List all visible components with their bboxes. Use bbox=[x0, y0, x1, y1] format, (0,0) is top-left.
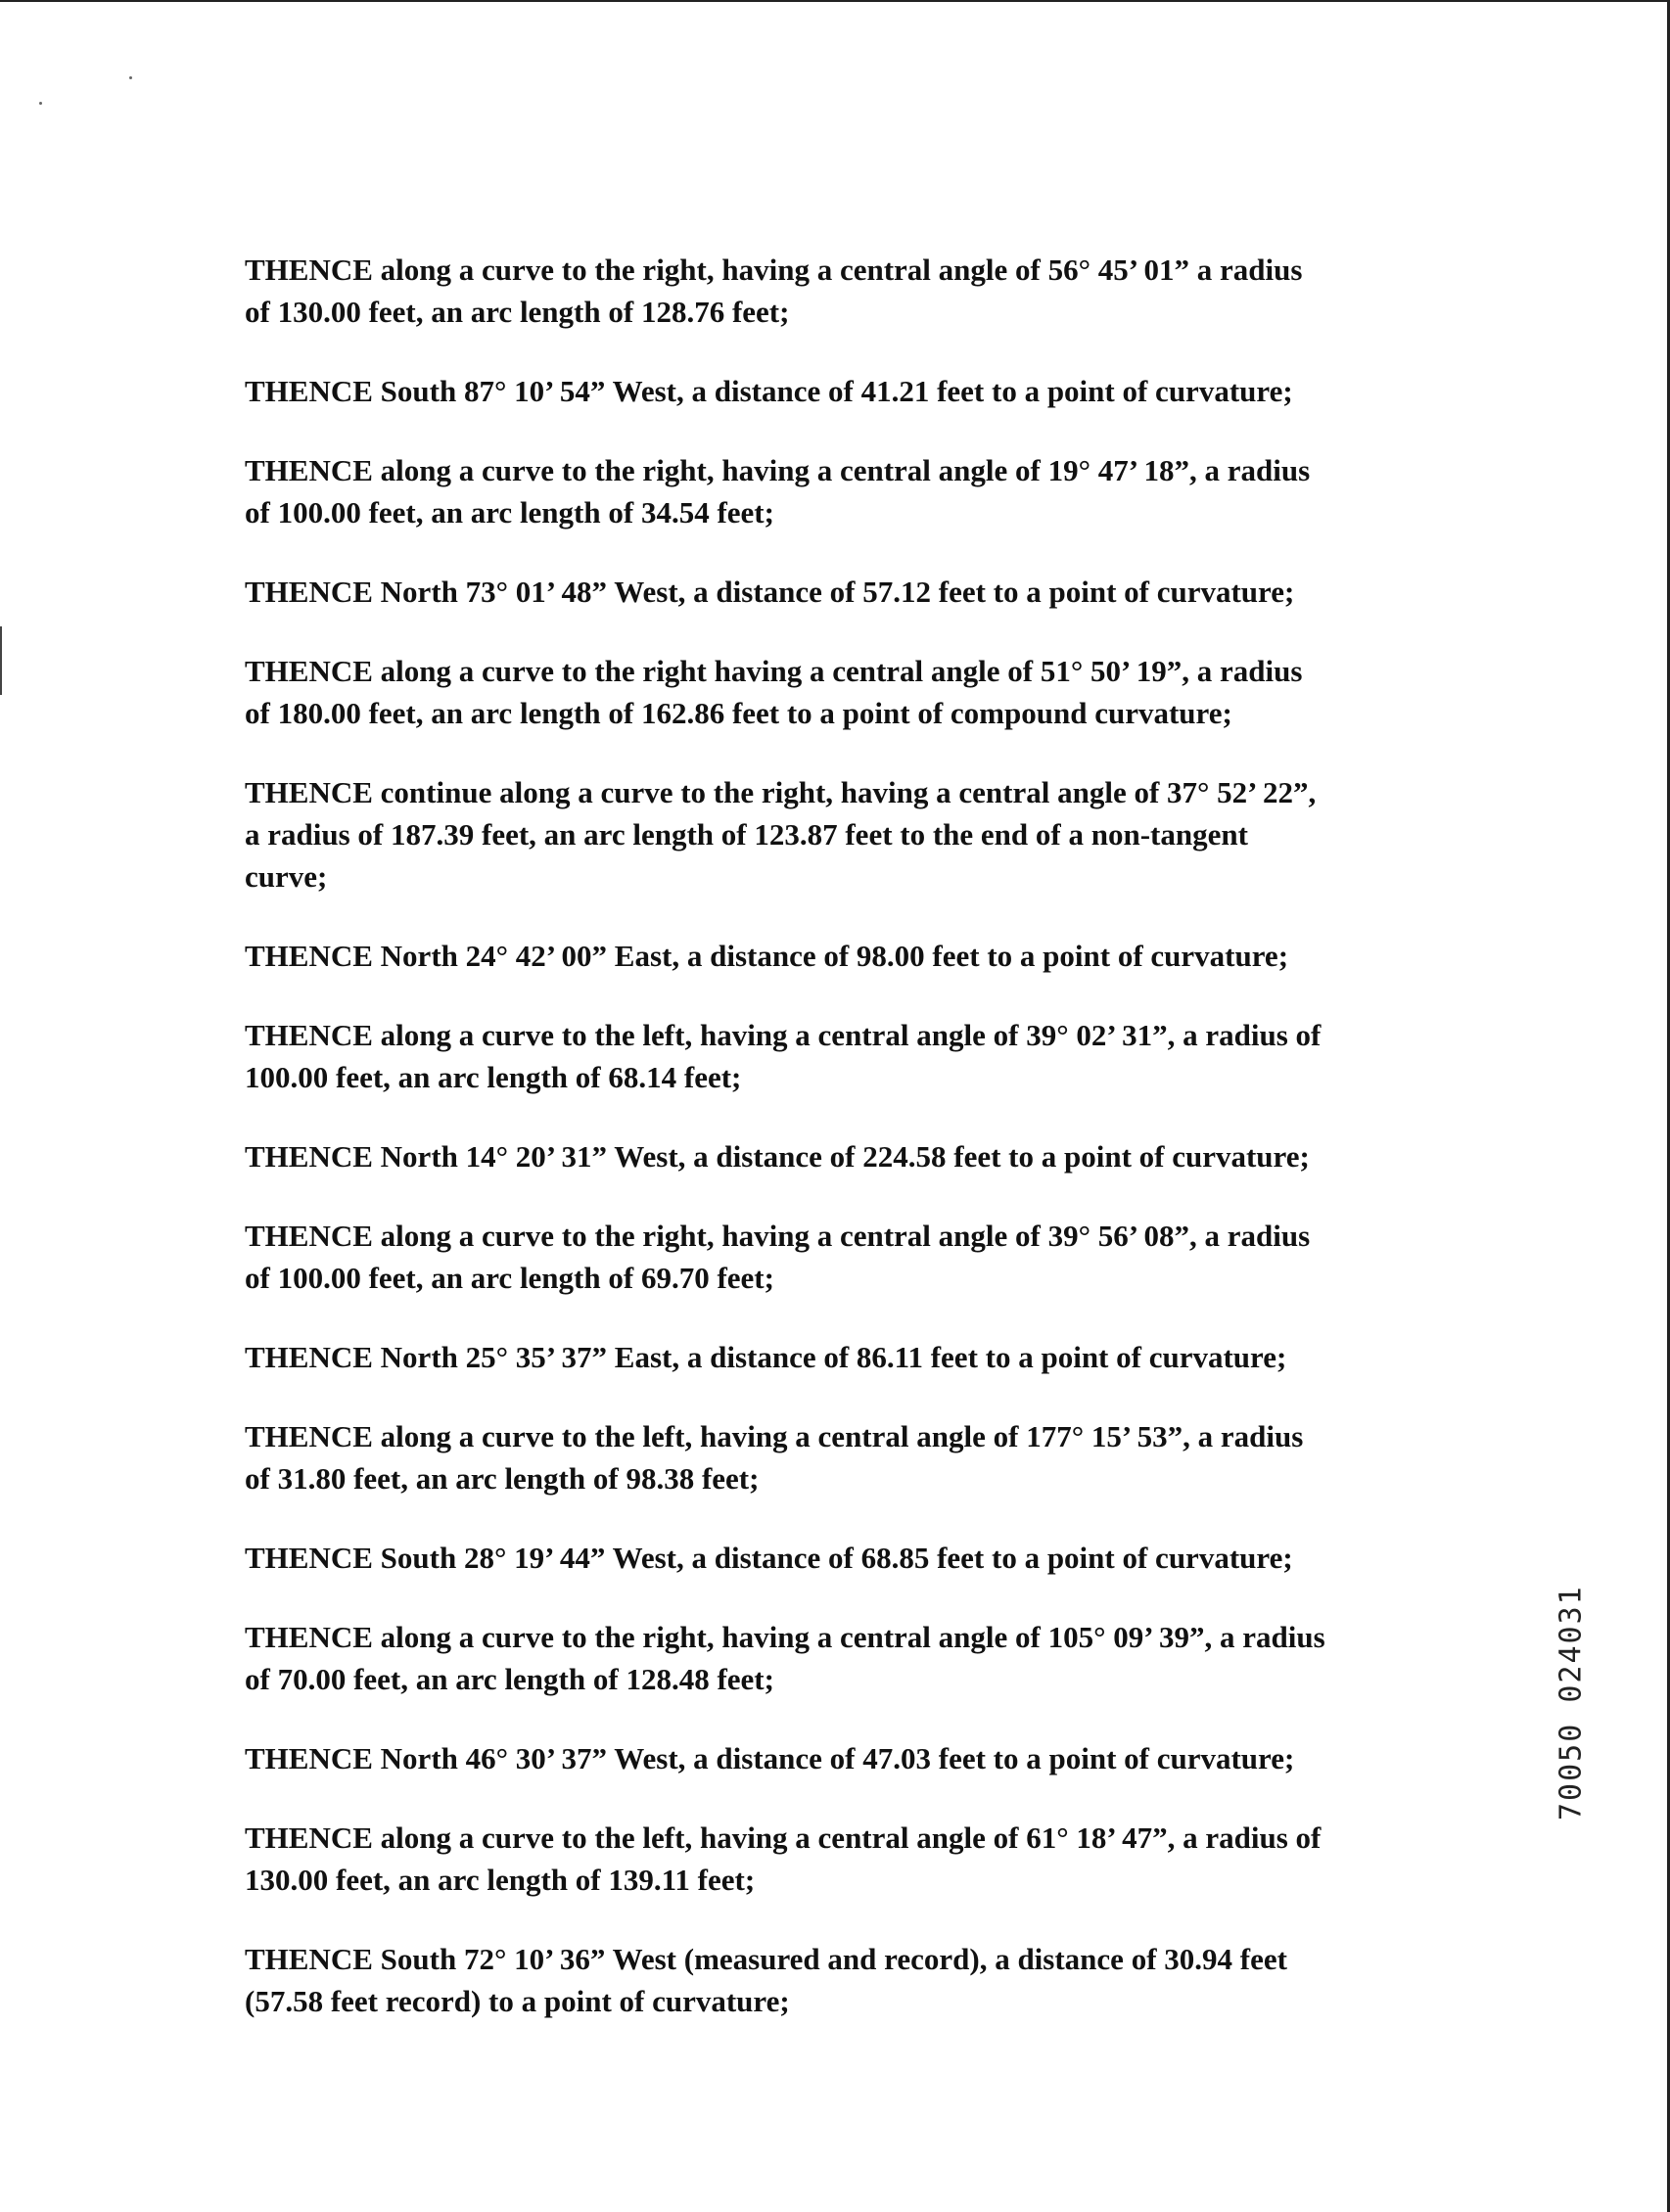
course-paragraph: THENCE along a curve to the right, having a central angle of 19° 47’ 18”, a radius of 100.00 feet, an arc length of 34.54 feet; bbox=[245, 453, 1311, 530]
side-stamp-number: 70050 024031 bbox=[1554, 1585, 1589, 1821]
course-paragraph: THENCE continue along a curve to the right, having a central angle of 37° 52’ 22”, a radius of 187.39 feet, an arc length of 123.87 feet to the end of a non-tangent curve; bbox=[245, 775, 1317, 894]
course-paragraph: THENCE along a curve to the right having a central angle of 51° 50’ 19”, a radius of 180.00 feet, an arc length of 162.86 feet to a point of compound curvature; bbox=[245, 654, 1303, 730]
course-paragraph: THENCE South 87° 10’ 54” West, a distance of 41.21 feet to a point of curvature; bbox=[245, 374, 1293, 408]
course-paragraph: THENCE North 14° 20’ 31” West, a distance of 224.58 feet to a point of curvature; bbox=[245, 1139, 1310, 1174]
course-paragraph: THENCE North 25° 35’ 37” East, a distance of 86.11 feet to a point of curvature; bbox=[245, 1340, 1287, 1374]
course-paragraph: THENCE along a curve to the right, having a central angle of 39° 56’ 08”, a radius of 100.00 feet, an arc length of 69.70 feet; bbox=[245, 1219, 1311, 1295]
course-paragraph: THENCE along a curve to the right, having a central angle of 105° 09’ 39”, a radius of 70.00 feet, an arc length of 128.48 feet; bbox=[245, 1620, 1325, 1696]
course-paragraph: THENCE South 72° 10’ 36” West (measured and record), a distance of 30.94 feet (57.58 feet record) to a point of curvature; bbox=[245, 1942, 1287, 2018]
course-paragraph: THENCE along a curve to the left, having a central angle of 61° 18’ 47”, a radius of 130.00 feet, an arc length of 139.11 feet; bbox=[245, 1820, 1322, 1897]
course-paragraph: THENCE along a curve to the left, having a central angle of 39° 02’ 31”, a radius of 100.00 feet, an arc length of 68.14 feet; bbox=[245, 1018, 1322, 1094]
course-paragraph: THENCE North 46° 30’ 37” West, a distance of 47.03 feet to a point of curvature; bbox=[245, 1741, 1295, 1775]
course-paragraph: THENCE along a curve to the left, having a central angle of 177° 15’ 53”, a radius of 31.80 feet, an arc length of 98.38 feet; bbox=[245, 1419, 1304, 1496]
course-paragraph: THENCE South 28° 19’ 44” West, a distance of 68.85 feet to a point of curvature; bbox=[245, 1541, 1293, 1575]
scan-speck bbox=[129, 76, 132, 79]
scan-edge-mark bbox=[0, 626, 2, 695]
course-paragraph: THENCE North 73° 01’ 48” West, a distance of 57.12 feet to a point of curvature; bbox=[245, 575, 1295, 609]
legal-description-body bbox=[245, 249, 1449, 2059]
course-paragraph: THENCE North 24° 42’ 00” East, a distance of 98.00 feet to a point of curvature; bbox=[245, 939, 1289, 973]
course-paragraph: THENCE along a curve to the right, having a central angle of 56° 45’ 01” a radius of 130.00 feet, an arc length of 128.76 feet; bbox=[245, 253, 1303, 329]
scan-speck bbox=[39, 102, 42, 105]
